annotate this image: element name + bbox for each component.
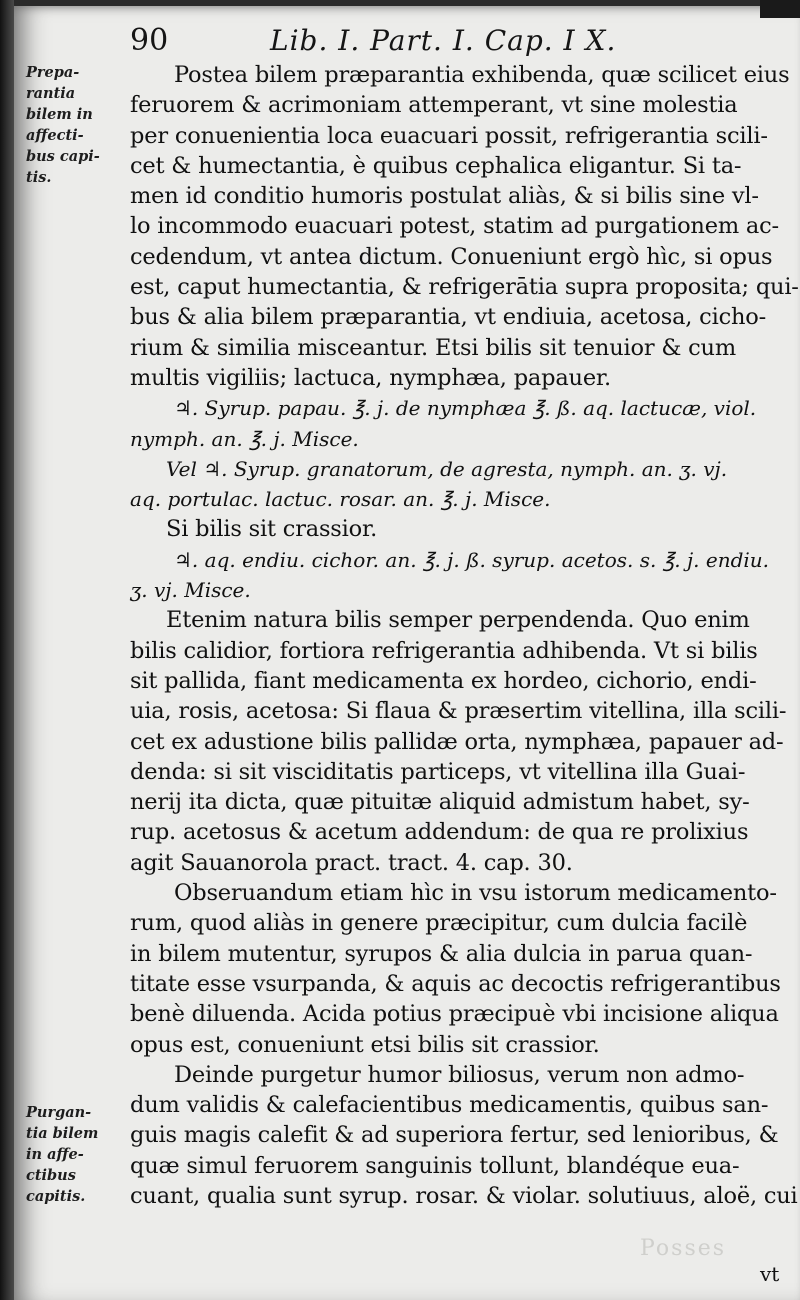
text-line: cuant, qualia sunt syrup. rosar. & violar. solutiuus, aloë, cui — [130, 1182, 798, 1209]
text-line: guis magis calefit & ad superiora fertur, sed lenioribus, & — [130, 1122, 779, 1149]
text-line: dum validis & calefacientibus medicamentis, quibus san- — [130, 1092, 769, 1119]
margin-note-line: rantia — [26, 85, 76, 102]
margin-note-line: ctibus — [26, 1167, 76, 1184]
text-line: cet ex adustione bilis pallidæ orta, nymphæa, papauer ad- — [130, 728, 784, 755]
margin-note-line: tia bilem — [26, 1125, 99, 1142]
text-line: Etenim natura bilis semper perpendenda. Quo enim — [166, 607, 750, 634]
text-line: est, caput humectantia, & refrigerātia supra proposita; qui- — [130, 274, 799, 301]
text-line: rup. acetosus & acetum addendum: de qua re prolixius — [130, 819, 749, 846]
text-line: Deinde purgetur humor biliosus, verum non admo- — [174, 1061, 745, 1088]
prescription-line: aq. portulac. lactuc. rosar. an. ℥. j. Misce. — [130, 487, 551, 512]
page-corner-shadow — [760, 0, 800, 18]
text-line: cedendum, vt antea dictum. Conueniunt ergò hìc, si opus — [130, 243, 773, 270]
text-line: lo incommodo euacuari potest, statim ad purgationem ac- — [130, 213, 779, 240]
text-line: sit pallida, fiant medicamenta ex hordeo, cichorio, endi- — [130, 667, 757, 694]
text-line: bus & alia bilem præparantia, vt endiuia, acetosa, cicho- — [130, 304, 767, 331]
text-line: agit Sauanorola pract. tract. 4. cap. 30. — [130, 849, 573, 876]
margin-note-line: Purgan- — [26, 1104, 92, 1121]
margin-note-preparantia — [26, 62, 118, 188]
margin-note-line: tis. — [26, 169, 52, 186]
running-title: Lib. I. Part. I. Cap. I X. — [270, 24, 617, 57]
text-line: rium & similia misceantur. Etsi bilis sit tenuior & cum — [130, 334, 736, 361]
prescription-line: nymph. an. ℥. j. Misce. — [130, 426, 359, 451]
page-number: 90 — [130, 23, 169, 58]
text-line: Postea bilem præparantia exhibenda, quæ scilicet eius — [174, 62, 790, 88]
text-line: in bilem mutentur, syrupos & alia dulcia in parua quan- — [130, 940, 753, 967]
text-line: per conuenientia loca euacuari possit, refrigerantia scili- — [130, 122, 768, 149]
prescription-line: ♃. Syrup. papau. ℥. j. de nymphæa ℥. ß. aq. lactucæ, viol. — [174, 396, 757, 421]
margin-note-line: capitis. — [26, 1188, 86, 1205]
text-line: Obseruandum etiam hìc in vsu istorum medicamento- — [174, 880, 777, 907]
text-line: bilis calidior, fortiora refrigerantia adhibenda. Vt si bilis — [130, 637, 758, 664]
text-line: Si bilis sit crassior. — [166, 516, 378, 543]
margin-note-line: affecti- — [26, 127, 84, 144]
text-line: titate esse vsurpanda, & aquis ac decoctis refrigerantibus — [130, 970, 781, 997]
text-line: feruorem & acrimoniam attemperant, vt sine molestia — [130, 92, 738, 119]
text-line: benè diluenda. Acida potius præcipuè vbi incisione aliqua — [130, 1001, 779, 1028]
margin-note-line: Prepa- — [26, 64, 80, 81]
text-line: quæ simul feruorem sanguinis tollunt, blandéque eua- — [130, 1152, 740, 1179]
page-header — [130, 24, 730, 58]
text-line: multis vigiliis; lactuca, nymphæa, papauer. — [130, 364, 611, 391]
margin-note-line: bilem in — [26, 106, 93, 123]
text-line: uia, rosis, acetosa: Si flaua & præsertim vitellina, illa scili- — [130, 698, 787, 725]
text-line: nerij ita dicta, quæ pituitæ aliquid admistum habet, sy- — [130, 789, 750, 816]
text-line: cet & humectantia, è quibus cephalica eligantur. Si ta- — [130, 152, 742, 179]
margin-note-purgantia — [26, 1102, 118, 1207]
text-line: denda: si sit visciditatis particeps, vt vitellina illa Guai- — [130, 758, 746, 785]
margin-note-line: bus capi- — [26, 148, 100, 165]
book-spine-shadow — [0, 0, 14, 1300]
margin-note-line: in affe- — [26, 1146, 84, 1163]
catchword: vt — [760, 1262, 780, 1286]
prescription-line: Vel ♃. Syrup. granatorum, de agresta, nymph. an. ʒ. vj. — [166, 456, 728, 481]
text-line: opus est, conueniunt etsi bilis sit crassior. — [130, 1031, 600, 1058]
text-line: men id conditio humoris postulat aliàs, & si bilis sine vl- — [130, 183, 759, 210]
main-text-column — [130, 60, 799, 1211]
text-line: rum, quod aliàs in genere præcipitur, cum dulcia facilè — [130, 910, 748, 937]
prescription-line: ♃. aq. endiu. cichor. an. ℥. j. ß. syrup. acetos. s. ℥. j. endiu. — [174, 547, 770, 572]
prescription-line: ʒ. vj. Misce. — [130, 578, 251, 603]
bleed-through-text: Posses — [640, 1236, 727, 1261]
